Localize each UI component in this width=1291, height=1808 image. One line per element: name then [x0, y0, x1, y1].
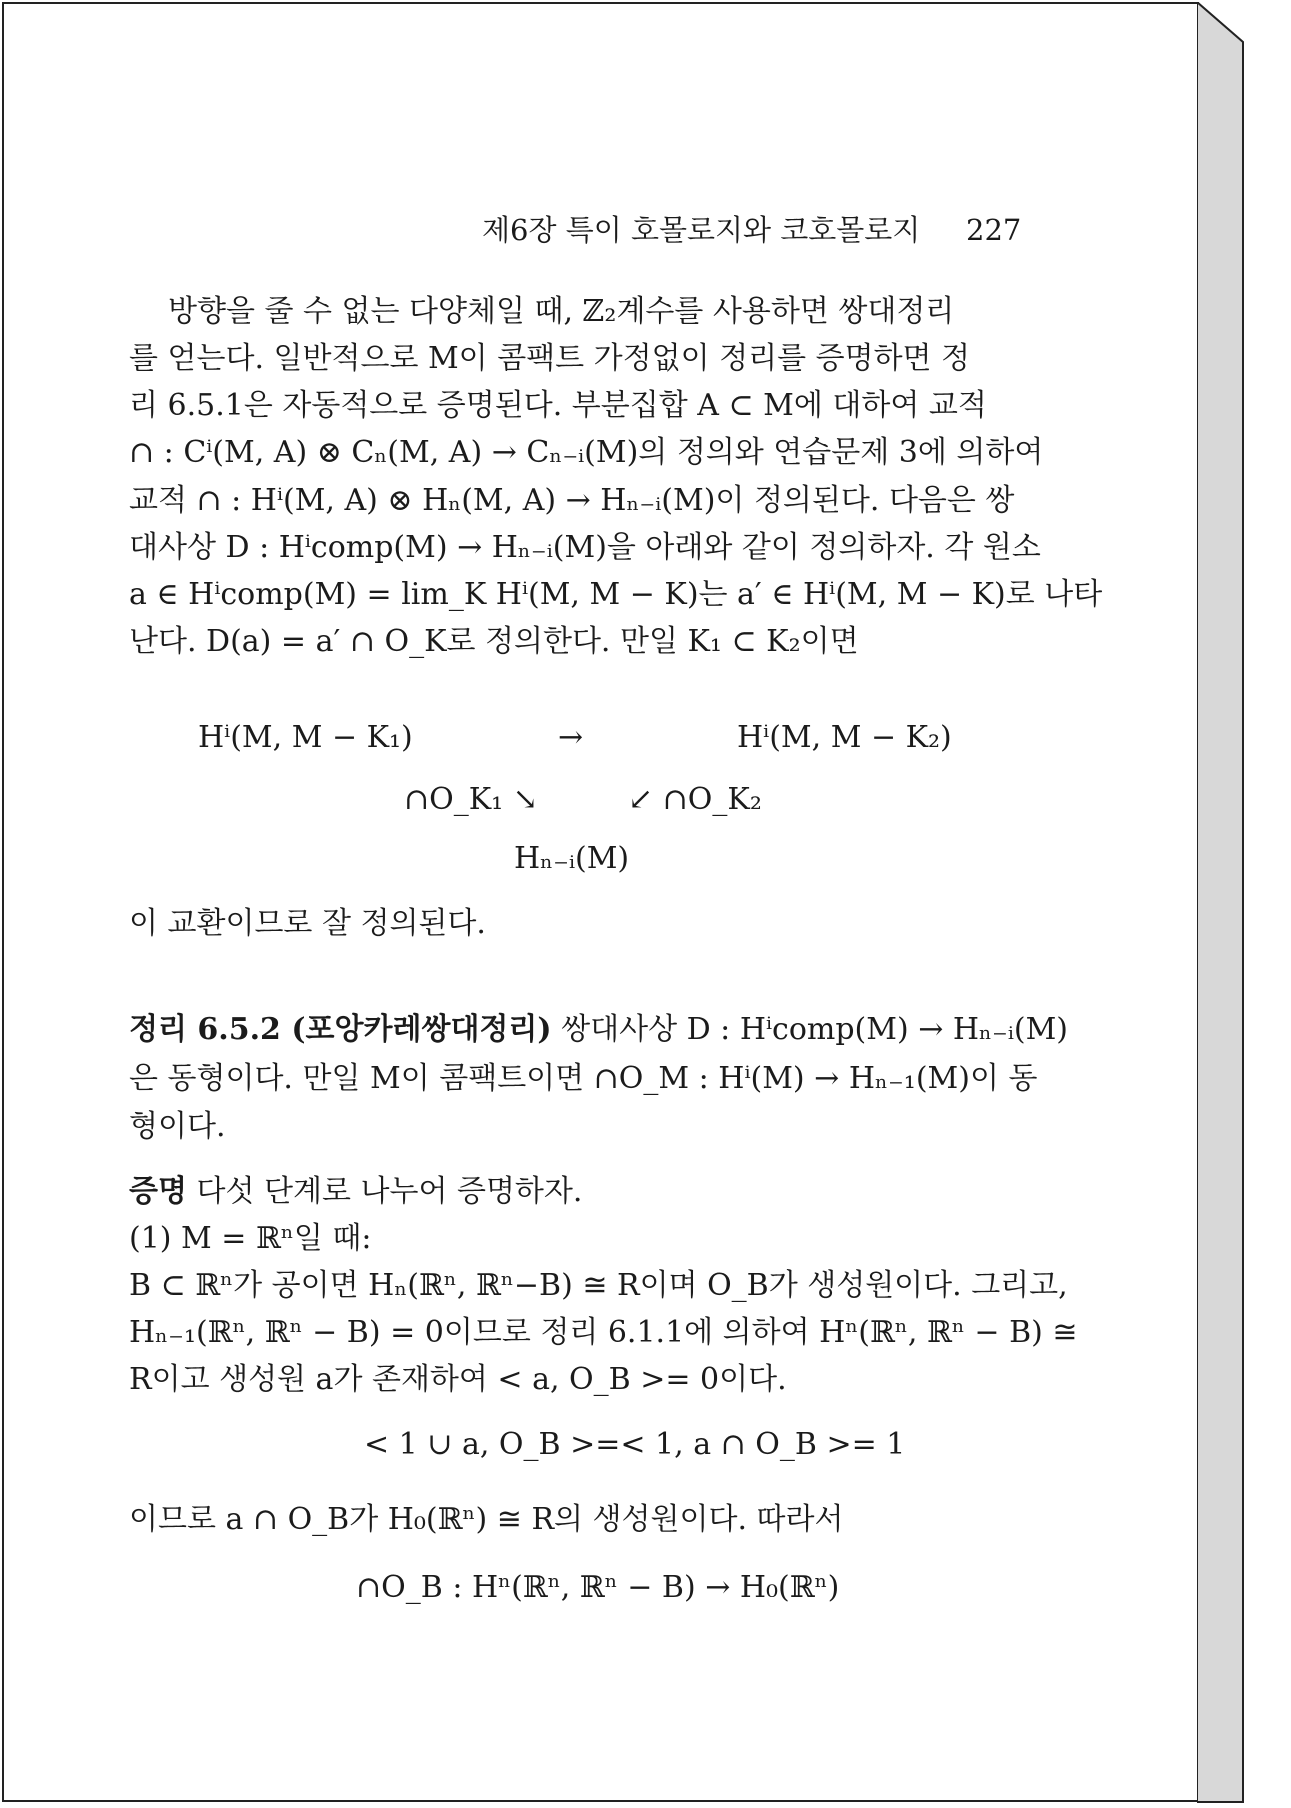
text-line: 대사상 D : Hⁱcomp(M) → Hₙ₋ᵢ(M)을 아래와 같이 정의하자. 각 원소: [129, 530, 1041, 565]
text-line: B ⊂ ℝⁿ가 공이면 Hₙ(ℝⁿ, ℝⁿ−B) ≅ R이며 O_B가 생성원이다. 그리고,: [129, 1268, 1068, 1303]
text-line: 리 6.5.1은 자동적으로 증명된다. 부분집합 A ⊂ M에 대하여 교적: [129, 388, 987, 423]
text-line: 은 동형이다. 만일 M이 콤팩트이면 ∩O_M : Hⁱ(M) → Hₙ₋₁(M)이 동: [129, 1061, 1038, 1096]
text-line: 이므로 a ∩ O_B가 H₀(ℝⁿ) ≅ R의 생성원이다. 따라서: [129, 1502, 844, 1537]
text-line: (1) M = ℝⁿ일 때:: [129, 1221, 372, 1256]
page-number: 227: [966, 213, 1022, 247]
equation: ∩O_B : Hⁿ(ℝⁿ, ℝⁿ − B) → H₀(ℝⁿ): [356, 1570, 840, 1605]
equation: < 1 ∪ a, O_B >=< 1, a ∩ O_B >= 1: [364, 1427, 906, 1462]
theorem-line-1: [129, 1010, 1068, 1050]
diagram-left-node: Hⁱ(M, M − K₁): [198, 720, 413, 755]
theorem-label: 정리 6.5.2 (포앙카레쌍대정리): [129, 1012, 552, 1047]
proof-label: 증명: [129, 1174, 187, 1209]
running-header: 제6장 특이 호몰로지와 코호몰로지: [482, 213, 921, 247]
text-line: R이고 생성원 a가 존재하여 < a, O_B >= 0이다.: [129, 1362, 787, 1397]
diagram-bottom-node: Hₙ₋ᵢ(M): [514, 841, 630, 876]
theorem-text: 쌍대사상 D : Hⁱcomp(M) → Hₙ₋ᵢ(M): [561, 1012, 1069, 1047]
text-line: 형이다.: [129, 1109, 226, 1144]
text-line: 방향을 줄 수 없는 다양체일 때, ℤ₂계수를 사용하면 쌍대정리: [168, 294, 955, 329]
proof-intro: 다섯 단계로 나누어 증명하자.: [196, 1174, 583, 1209]
diagram-right-node: Hⁱ(M, M − K₂): [737, 720, 952, 755]
text-line: 교적 ∩ : Hⁱ(M, A) ⊗ Hₙ(M, A) → Hₙ₋ᵢ(M)이 정의된다. 다음은 쌍: [129, 483, 1015, 518]
diagram-right-map: ↙ ∩O_K₂: [628, 782, 762, 817]
text-line: ∩ : Cⁱ(M, A) ⊗ Cₙ(M, A) → Cₙ₋ᵢ(M)의 정의와 연습문제 3에 의하여: [129, 435, 1044, 470]
proof-line-1: [129, 1172, 582, 1212]
text-line: Hₙ₋₁(ℝⁿ, ℝⁿ − B) = 0이므로 정리 6.1.1에 의하여 Hⁿ(ℝⁿ, ℝⁿ − B) ≅: [129, 1315, 1078, 1350]
text-line: 를 얻는다. 일반적으로 M이 콤팩트 가정없이 정리를 증명하면 정: [129, 341, 971, 376]
book-spine: [1197, 2, 1245, 1802]
diagram-left-map: ∩O_K₁ ↘: [404, 782, 538, 817]
diagram-top-arrow: →: [558, 720, 584, 755]
text-line: 이 교환이므로 잘 정의된다.: [129, 906, 486, 941]
text-line: 난다. D(a) = a′ ∩ O_K로 정의한다. 만일 K₁ ⊂ K₂이면: [129, 624, 859, 659]
text-line: a ∈ Hⁱcomp(M) = lim_K Hⁱ(M, M − K)는 a′ ∈ Hⁱ(M, M − K)로 나타: [129, 577, 1103, 612]
